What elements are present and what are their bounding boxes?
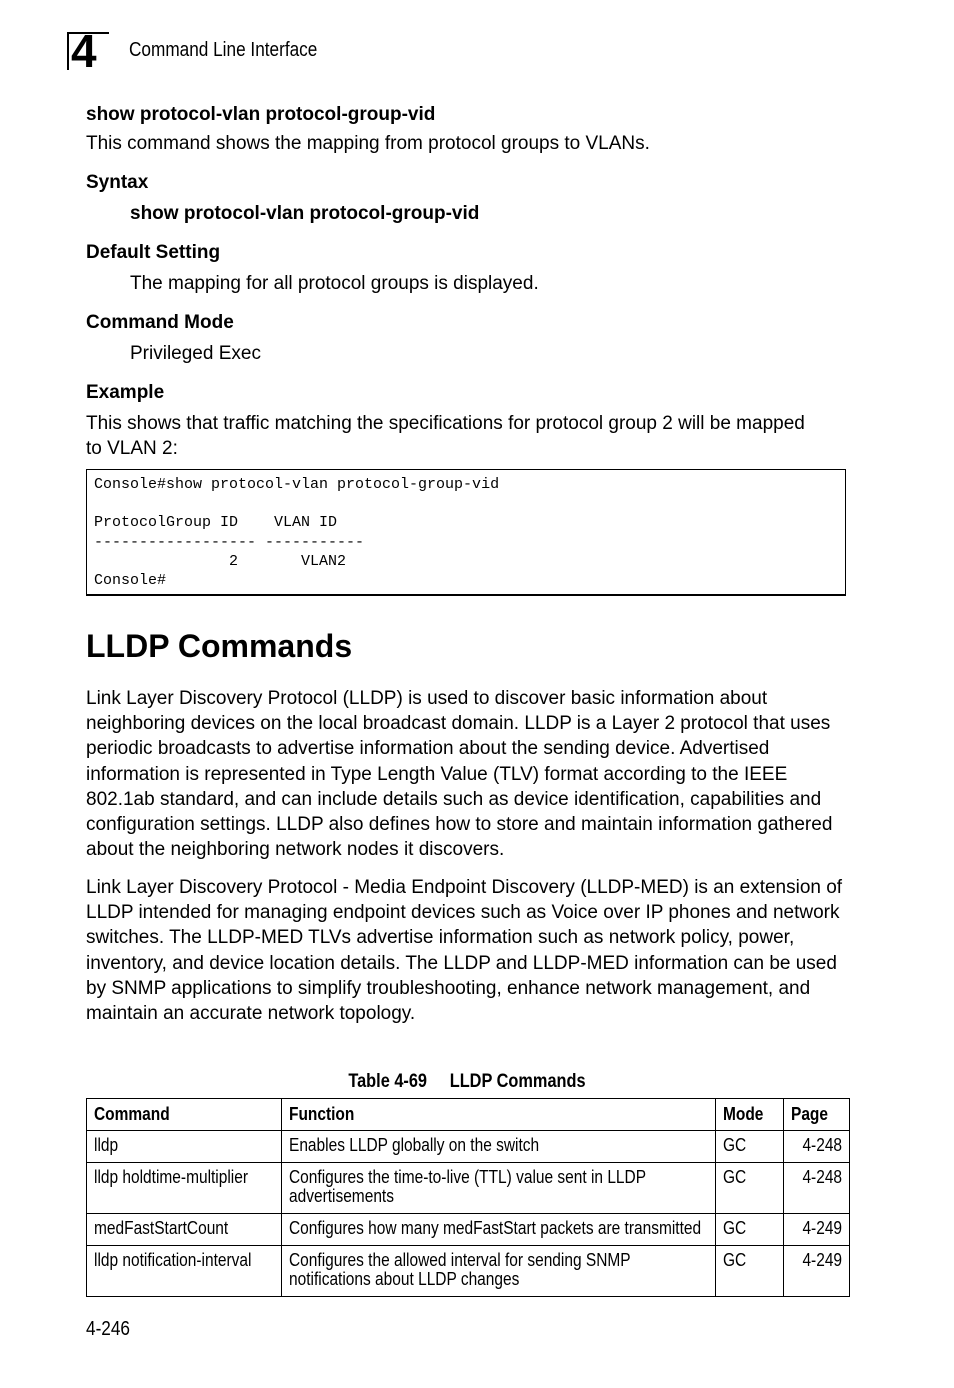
chapter-title: Command Line Interface [129,39,318,61]
default-setting-text: The mapping for all protocol groups is displayed. [130,273,539,294]
header-mode: Mode [716,1099,784,1131]
cell-command: lldp notification-interval [87,1246,282,1297]
cell-page: 4-248 [784,1131,850,1163]
table-row [87,1214,850,1246]
cell-mode: GC [716,1163,784,1214]
lldp-commands-table [86,1098,850,1297]
header-function: Function [282,1099,716,1131]
cell-function: Enables LLDP globally on the switch [282,1131,716,1163]
page-number [86,1318,137,1341]
cell-mode: GC [716,1214,784,1246]
cell-command: lldp [87,1131,282,1163]
syntax-heading: Syntax [86,172,149,193]
cell-command: lldp holdtime-multiplier [87,1163,282,1214]
table-header-row [87,1099,850,1131]
code-example: Console#show protocol-vlan protocol-group-vid ProtocolGroup ID VLAN ID ------------------ ----------- 2 VLAN2 Console# [94,476,500,590]
cell-function: Configures the time-to-live (TTL) value sent in LLDP advertisements [282,1163,716,1214]
table-row [87,1163,850,1214]
table-caption-text: Table 4-69 LLDP Commands [348,1071,586,1092]
command-mode-heading: Command Mode [86,312,234,333]
command-title: show protocol-vlan protocol-group-vid [86,104,436,125]
command-mode-text: Privileged Exec [130,343,261,364]
default-setting-heading: Default Setting [86,242,221,263]
cell-page: 4-249 [784,1246,850,1297]
cell-command: medFastStartCount [87,1214,282,1246]
table-caption [0,1071,934,1093]
example-text: This shows that traffic matching the specifications for protocol group 2 will be mapped to VLAN 2: [86,413,805,459]
section-title: LLDP Commands [86,628,353,664]
cell-function: Configures how many medFastStart packets are transmitted [282,1214,716,1246]
cell-function: Configures the allowed interval for sending SNMP notifications about LLDP changes [282,1246,716,1297]
command-description: This command shows the mapping from protocol groups to VLANs. [86,133,650,154]
syntax-text: show protocol-vlan protocol-group-vid [130,203,480,224]
header-page: Page [784,1099,850,1131]
chapter-number: 4 [71,25,96,77]
header-command: Command [87,1099,282,1131]
table-row [87,1131,850,1163]
page-number-text: 4-246 [86,1318,130,1340]
code-example-box [86,469,846,596]
lldp-paragraph-1: Link Layer Discovery Protocol (LLDP) is used to discover basic information about neighboring devices on the local broadcast domain. LLDP is a Layer 2 protocol that uses periodic broadcasts to advertise information about the sending device. Advertised information is represented in Type Length Value (TLV) format according to the IEEE 802.1ab standard, and can include details such as device identification, capabilities and configuration settings. LLDP also defines how to store and maintain information gathered about the neighboring network nodes it discovers. [86,688,833,861]
chapter-number-badge [67,25,109,77]
table-row [87,1246,850,1297]
cell-mode: GC [716,1131,784,1163]
lldp-paragraph-2: Link Layer Discovery Protocol - Media Endpoint Discovery (LLDP-MED) is an extension of LLDP intended for managing endpoint devices such as Voice over IP phones and network switches. The LLDP-MED TLVs advertise information such as network policy, power, inventory, and device location details. The LLDP and LLDP-MED information can be used by SNMP applications to simplify troubleshooting, enhance network management, and maintain an accurate network topology. [86,877,843,1025]
example-heading: Example [86,382,165,403]
cell-page: 4-248 [784,1163,850,1214]
cell-mode: GC [716,1246,784,1297]
cell-page: 4-249 [784,1214,850,1246]
